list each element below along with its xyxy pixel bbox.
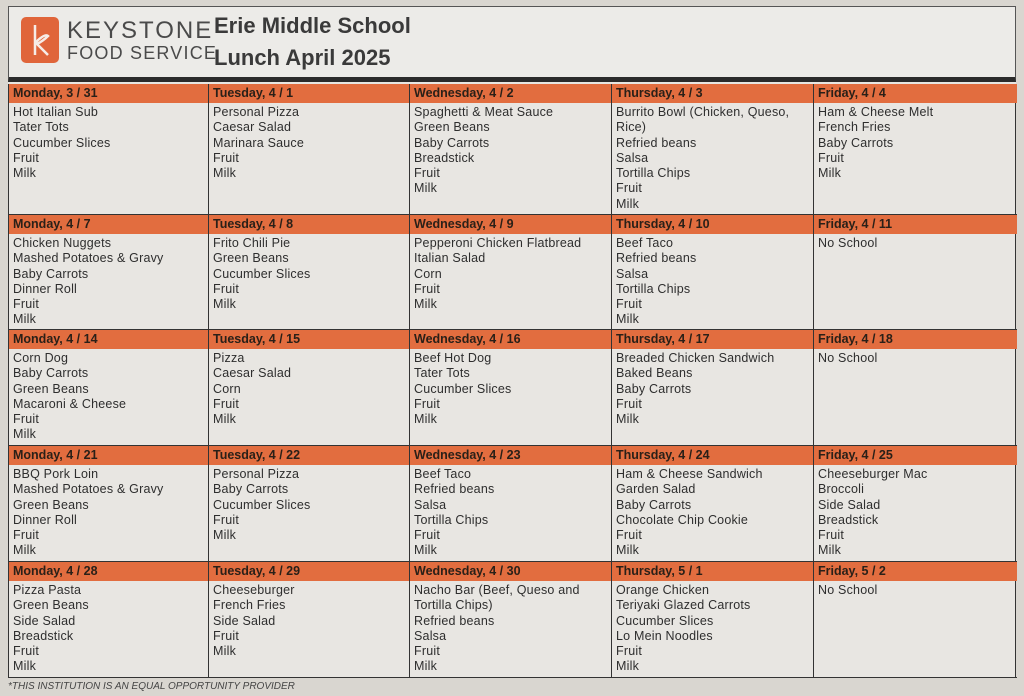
menu-item: BBQ Pork Loin: [13, 467, 99, 481]
lunch-calendar-grid: [8, 84, 1016, 678]
day-header: Tuesday, 4 / 22: [209, 446, 409, 465]
day-cell: [612, 330, 814, 446]
menu-item: Caesar Salad: [213, 120, 292, 135]
day-header: Thursday, 5 / 1: [612, 562, 813, 581]
menu-item: Refried beans: [616, 251, 697, 266]
menu-item-list: [9, 581, 208, 675]
menu-item: Milk: [616, 412, 640, 427]
menu-item: Milk: [213, 528, 237, 543]
menu-item-list: [612, 349, 813, 427]
menu-item: Orange Chicken: [616, 583, 710, 597]
brand-name: KEYSTONE: [67, 17, 214, 44]
menu-item-list: [209, 234, 409, 312]
menu-item: Milk: [616, 659, 640, 674]
menu-item: Frito Chili Pie: [213, 236, 291, 250]
menu-item: Cucumber Slices: [213, 266, 311, 281]
menu-item: Dinner Roll: [13, 281, 78, 296]
menu-item-list: [612, 234, 813, 328]
menu-item: Salsa: [616, 150, 649, 165]
menu-item: No School: [818, 351, 878, 365]
week-row: [9, 329, 1017, 446]
menu-item-list: [612, 465, 813, 559]
day-cell: [209, 215, 410, 330]
day-cell: [209, 330, 410, 446]
menu-item: Cheeseburger Mac: [818, 467, 928, 481]
menu-item: Pizza: [213, 351, 245, 365]
week-row: [9, 445, 1017, 562]
menu-item: Milk: [213, 644, 237, 659]
menu-item: Tortilla Chips: [616, 281, 691, 296]
day-cell: [209, 446, 410, 562]
menu-item-list: [209, 581, 409, 659]
day-header: Friday, 4 / 18: [814, 330, 1017, 349]
menu-item-list: [410, 234, 611, 312]
menu-item: Ham & Cheese Sandwich: [616, 467, 763, 481]
day-cell: [209, 84, 410, 214]
menu-item: Baby Carrots: [13, 266, 89, 281]
menu-item: Fruit: [616, 297, 642, 312]
menu-item: Spaghetti & Meat Sauce: [414, 105, 554, 119]
menu-item: Breadstick: [818, 512, 879, 527]
menu-item: Milk: [213, 166, 237, 181]
menu-item: Baby Carrots: [616, 381, 692, 396]
menu-item: Fruit: [13, 297, 39, 312]
day-header: Thursday, 4 / 24: [612, 446, 813, 465]
menu-item: Beef Taco: [414, 467, 472, 481]
menu-item: Milk: [818, 543, 842, 558]
menu-item-list: [9, 234, 208, 328]
menu-item: Side Salad: [818, 497, 881, 512]
menu-item: Fruit: [13, 644, 39, 659]
menu-item: Teriyaki Glazed Carrots: [616, 598, 751, 613]
day-header: Wednesday, 4 / 2: [410, 84, 611, 103]
menu-item: Cucumber Slices: [213, 497, 311, 512]
menu-item-list: [612, 103, 813, 212]
menu-item: Rice): [616, 120, 647, 135]
menu-item-list: [410, 349, 611, 427]
menu-item: No School: [818, 583, 878, 597]
menu-item: Beef Taco: [616, 236, 674, 250]
menu-item: Refried beans: [414, 482, 495, 497]
menu-item: Fruit: [414, 644, 440, 659]
day-cell: [9, 562, 209, 677]
menu-item: Mashed Potatoes & Gravy: [13, 251, 164, 266]
menu-item: Beef Hot Dog: [414, 351, 492, 365]
menu-item: Fruit: [414, 281, 440, 296]
menu-item: Milk: [13, 659, 37, 674]
day-header: Thursday, 4 / 3: [612, 84, 813, 103]
menu-item: Chicken Nuggets: [13, 236, 112, 250]
day-cell: [612, 215, 814, 330]
day-header: Monday, 3 / 31: [9, 84, 208, 103]
menu-item-list: [814, 581, 1017, 598]
day-cell: [209, 562, 410, 677]
menu-item: Garden Salad: [616, 482, 696, 497]
menu-item: Milk: [616, 543, 640, 558]
menu-item: Personal Pizza: [213, 105, 300, 119]
day-cell: [814, 84, 1017, 214]
menu-item: French Fries: [818, 120, 891, 135]
menu-item: No School: [818, 236, 878, 250]
keystone-k-logo-icon: [21, 17, 59, 63]
menu-item: Fruit: [414, 396, 440, 411]
day-cell: [814, 330, 1017, 446]
menu-item-list: [9, 103, 208, 181]
menu-item: Fruit: [213, 281, 239, 296]
day-header: Friday, 4 / 25: [814, 446, 1017, 465]
menu-item: Green Beans: [213, 251, 289, 266]
menu-item: Milk: [818, 166, 842, 181]
menu-item: Pepperoni Chicken Flatbread: [414, 236, 582, 250]
menu-item: Cheeseburger: [213, 583, 295, 597]
menu-item-list: [814, 234, 1017, 251]
menu-item-list: [209, 103, 409, 181]
menu-item: Milk: [213, 412, 237, 427]
menu-item-list: [410, 581, 611, 675]
day-header: Thursday, 4 / 10: [612, 215, 813, 234]
menu-item: Baby Carrots: [616, 497, 692, 512]
menu-title: Lunch April 2025: [214, 45, 391, 70]
menu-item: Salsa: [616, 266, 649, 281]
menu-item: Burrito Bowl (Chicken, Queso,: [616, 105, 790, 119]
menu-item: Milk: [213, 297, 237, 312]
menu-item: Fruit: [616, 528, 642, 543]
menu-item: Nacho Bar (Beef, Queso and: [414, 583, 580, 597]
menu-item-list: [9, 465, 208, 559]
menu-item: Baked Beans: [616, 366, 693, 381]
menu-item: Corn: [213, 381, 241, 396]
menu-item: Milk: [13, 427, 37, 442]
menu-item: Fruit: [13, 528, 39, 543]
menu-item: Chocolate Chip Cookie: [616, 512, 749, 527]
menu-item: Salsa: [414, 628, 447, 643]
menu-item: Salsa: [414, 497, 447, 512]
menu-item: Ham & Cheese Melt: [818, 105, 934, 119]
menu-item: Fruit: [213, 512, 239, 527]
menu-item: Corn Dog: [13, 351, 69, 365]
school-name: Erie Middle School: [214, 13, 411, 38]
menu-item-list: [410, 465, 611, 559]
menu-item: Lo Mein Noodles: [616, 628, 713, 643]
menu-item: Milk: [616, 196, 640, 211]
menu-item: Dinner Roll: [13, 512, 78, 527]
week-row: [9, 214, 1017, 330]
menu-item: Green Beans: [13, 598, 89, 613]
menu-header: [8, 6, 1016, 82]
day-cell: [612, 84, 814, 214]
menu-item: Fruit: [616, 644, 642, 659]
footer-note: *THIS INSTITUTION IS AN EQUAL OPPORTUNITY PROVIDER: [8, 681, 295, 692]
menu-item: Breadstick: [414, 150, 475, 165]
menu-item: Tortilla Chips): [414, 598, 493, 613]
day-cell: [814, 562, 1017, 677]
day-cell: [814, 446, 1017, 562]
day-header: Friday, 5 / 2: [814, 562, 1017, 581]
menu-item: Fruit: [213, 628, 239, 643]
day-header: Friday, 4 / 4: [814, 84, 1017, 103]
menu-item-list: [814, 465, 1017, 559]
menu-item: Milk: [13, 543, 37, 558]
menu-item-list: [209, 349, 409, 427]
menu-item: Baby Carrots: [818, 135, 894, 150]
menu-sheet: [8, 6, 1016, 678]
day-header: Wednesday, 4 / 30: [410, 562, 611, 581]
day-cell: [410, 84, 612, 214]
menu-item: Baby Carrots: [213, 482, 289, 497]
day-cell: [410, 446, 612, 562]
menu-item: Baby Carrots: [414, 135, 490, 150]
menu-item: Personal Pizza: [213, 467, 300, 481]
menu-item: Fruit: [213, 150, 239, 165]
day-header: Wednesday, 4 / 9: [410, 215, 611, 234]
menu-item: Fruit: [213, 396, 239, 411]
menu-item-list: [209, 465, 409, 543]
menu-item: Fruit: [616, 181, 642, 196]
menu-item: French Fries: [213, 598, 286, 613]
menu-item: Tater Tots: [13, 120, 69, 135]
menu-item: Green Beans: [13, 381, 89, 396]
day-cell: [9, 446, 209, 562]
day-header: Monday, 4 / 7: [9, 215, 208, 234]
menu-item: Milk: [13, 312, 37, 327]
menu-item-list: [9, 349, 208, 443]
menu-item: Broccoli: [818, 482, 865, 497]
day-cell: [410, 330, 612, 446]
menu-item: Corn: [414, 266, 442, 281]
menu-item: Cucumber Slices: [414, 381, 512, 396]
menu-item: Side Salad: [213, 613, 276, 628]
day-header: Tuesday, 4 / 15: [209, 330, 409, 349]
menu-item: Fruit: [13, 150, 39, 165]
day-header: Monday, 4 / 28: [9, 562, 208, 581]
day-cell: [410, 215, 612, 330]
menu-item: Cucumber Slices: [616, 613, 714, 628]
menu-item-list: [814, 103, 1017, 181]
day-header: Wednesday, 4 / 23: [410, 446, 611, 465]
menu-item: Fruit: [818, 528, 844, 543]
menu-item: Macaroni & Cheese: [13, 396, 127, 411]
menu-item: Marinara Sauce: [213, 135, 305, 150]
menu-item: Fruit: [13, 412, 39, 427]
menu-item: Mashed Potatoes & Gravy: [13, 482, 164, 497]
menu-item: Pizza Pasta: [13, 583, 82, 597]
menu-item: Milk: [414, 297, 438, 312]
menu-item: Fruit: [616, 396, 642, 411]
day-cell: [612, 446, 814, 562]
menu-item: Milk: [414, 181, 438, 196]
day-header: Tuesday, 4 / 29: [209, 562, 409, 581]
menu-item: Milk: [616, 312, 640, 327]
menu-item: Baby Carrots: [13, 366, 89, 381]
day-header: Wednesday, 4 / 16: [410, 330, 611, 349]
menu-item-list: [814, 349, 1017, 366]
menu-item-list: [410, 103, 611, 197]
menu-item: Fruit: [818, 150, 844, 165]
menu-item: Milk: [414, 543, 438, 558]
day-header: Friday, 4 / 11: [814, 215, 1017, 234]
menu-item: Fruit: [414, 166, 440, 181]
day-header: Monday, 4 / 14: [9, 330, 208, 349]
menu-item: Breadstick: [13, 628, 74, 643]
day-cell: [9, 215, 209, 330]
menu-item: Refried beans: [414, 613, 495, 628]
day-cell: [410, 562, 612, 677]
day-header: Thursday, 4 / 17: [612, 330, 813, 349]
menu-item: Tortilla Chips: [414, 512, 489, 527]
menu-item: Green Beans: [13, 497, 89, 512]
menu-item: Hot Italian Sub: [13, 105, 98, 119]
day-header: Monday, 4 / 21: [9, 446, 208, 465]
day-header: Tuesday, 4 / 8: [209, 215, 409, 234]
week-row: [9, 561, 1017, 678]
menu-item: Milk: [13, 166, 37, 181]
menu-item: Fruit: [414, 528, 440, 543]
day-cell: [814, 215, 1017, 330]
menu-item: Cucumber Slices: [13, 135, 111, 150]
menu-item: Breaded Chicken Sandwich: [616, 351, 775, 365]
menu-item: Tortilla Chips: [616, 166, 691, 181]
menu-item: Tater Tots: [414, 366, 470, 381]
menu-item: Green Beans: [414, 120, 490, 135]
day-header: Tuesday, 4 / 1: [209, 84, 409, 103]
menu-item: Caesar Salad: [213, 366, 292, 381]
menu-item: Refried beans: [616, 135, 697, 150]
brand-subtitle: FOOD SERVICE: [67, 43, 218, 63]
day-cell: [9, 84, 209, 214]
menu-item: Milk: [414, 412, 438, 427]
menu-item: Italian Salad: [414, 251, 486, 266]
week-row: [9, 84, 1017, 214]
menu-item: Milk: [414, 659, 438, 674]
day-cell: [9, 330, 209, 446]
day-cell: [612, 562, 814, 677]
menu-item-list: [612, 581, 813, 675]
menu-item: Side Salad: [13, 613, 76, 628]
